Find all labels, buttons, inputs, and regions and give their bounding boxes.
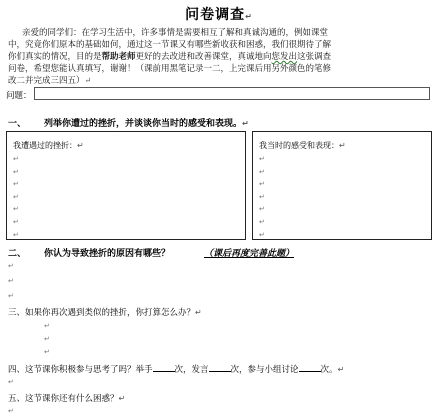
section-3-question: 三、如果你再次遇到类似的挫折，你打算怎么办？↵ xyxy=(8,308,202,318)
intro-line: 问卷，希望您能认真填写，谢谢！（课前用黑笔记录一二，上完课后用另外颜色的笔修 xyxy=(8,64,332,74)
question-input-box[interactable] xyxy=(34,87,430,100)
intro-line xyxy=(8,51,331,63)
raise-hand-count-blank[interactable] xyxy=(153,362,175,372)
setbacks-box-label: 我遭遇过的挫折：↵ xyxy=(13,141,84,150)
section-2-number: 二、 xyxy=(8,249,27,259)
feelings-answer-box[interactable] xyxy=(252,131,432,240)
section-2-note: （课后再度完善此题） xyxy=(204,249,295,259)
section-1-number: 一、 xyxy=(8,119,27,129)
empty-line-mark: ↵ xyxy=(8,378,14,386)
intro-marked-text: 您发出 xyxy=(271,52,298,62)
speak-count-blank[interactable] xyxy=(209,362,231,372)
empty-line-mark: ↵ xyxy=(8,407,14,415)
empty-line-mark: ↵ xyxy=(44,322,50,330)
setbacks-answer-box[interactable] xyxy=(6,131,246,240)
question-label: 问题： xyxy=(6,91,32,101)
intro-emphasis: 帮助老师 xyxy=(101,52,136,62)
section-4-question: 四、这节课你积极参与思考了吗？举手 次，发言 次，参与小组讨论 次。↵ xyxy=(8,362,344,375)
empty-line-mark: ↵ xyxy=(8,262,14,270)
empty-lines: ↵ ↵ ↵ ↵ ↵ ↵ ↵ xyxy=(13,155,19,239)
empty-line-mark: ↵ xyxy=(44,348,50,356)
feelings-box-label: 我当时的感受和表现：↵ xyxy=(259,141,346,150)
empty-line-mark: ↵ xyxy=(44,335,50,343)
page-title: 问卷调查↵ xyxy=(185,7,253,23)
empty-line-mark: ↵ xyxy=(8,277,14,285)
intro-line: 改二并完成三四五）↵ xyxy=(8,76,92,86)
intro-text: 这张调查 xyxy=(297,52,332,62)
intro-text: 你们真实的情况，目的是 xyxy=(8,52,102,62)
group-discussion-count-blank[interactable] xyxy=(299,362,321,372)
intro-line: 中，究竟你们原本的基础如何，通过这一节课又有哪些新收获和困惑，我们很期待了解 xyxy=(8,40,332,50)
section-2-title: 你认为导致挫折的原因有哪些？ xyxy=(44,249,171,259)
empty-lines: ↵ ↵ ↵ ↵ ↵ ↵ ↵ xyxy=(259,155,265,239)
empty-line-mark: ↵ xyxy=(8,292,14,300)
intro-line: 亲爱的同学们：在学习生活中，许多事情是需要相互了解和真诚沟通的，例如课堂 xyxy=(22,28,329,38)
intro-text: 更好的去改进和改善课堂，真诚地向 xyxy=(135,52,272,62)
section-1-title: 列举你遭过的挫折，并谈谈你当时的感受和表现。↵ xyxy=(44,119,249,129)
section-5-question: 五、这节课你还有什么困惑？↵ xyxy=(8,394,126,404)
